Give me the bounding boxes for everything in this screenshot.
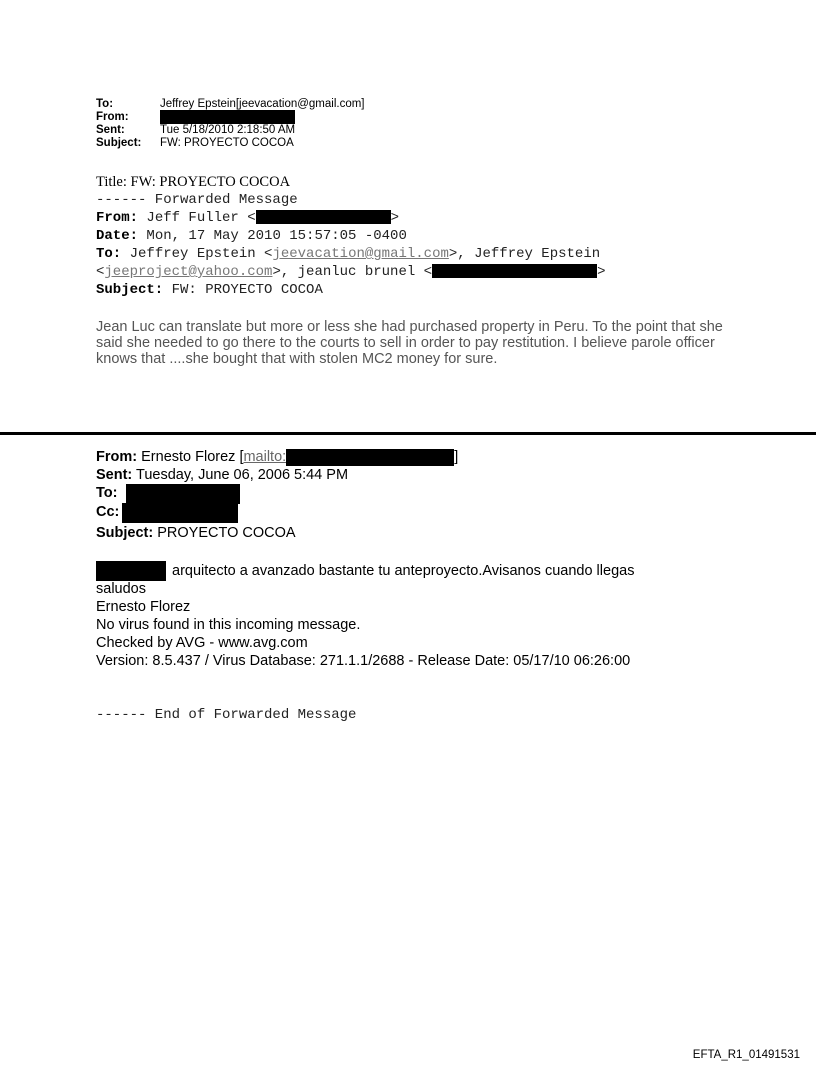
document-id: EFTA_R1_01491531 bbox=[692, 1049, 800, 1061]
original-to-line bbox=[96, 484, 117, 502]
forward-body: Jean Luc can translate but more or less she had purchased property in Peru. To the point that she said she needed to go there to the courts to sell in order to pay restitution. I believe parole officer knows that ....she bought that with stolen MC2 money for sure. bbox=[96, 319, 723, 367]
original-from-label: From: bbox=[96, 449, 138, 465]
forward-to-value-3: >, jeanluc brunel < bbox=[272, 264, 433, 280]
original-from-value: Ernesto Florez [ bbox=[141, 449, 244, 465]
original-cc-line bbox=[96, 503, 119, 521]
original-cc-label: Cc: bbox=[96, 504, 120, 520]
original-sent-value: Tuesday, June 06, 2006 5:44 PM bbox=[136, 467, 349, 483]
original-subject-label: Subject: bbox=[96, 525, 154, 541]
forward-date-label: Date: bbox=[96, 228, 139, 244]
original-sent-label: Sent: bbox=[96, 467, 133, 483]
forward-date-value: Mon, 17 May 2010 15:57:05 -0400 bbox=[146, 228, 407, 244]
header-sent-value: Tue 5/18/2010 2:18:50 AM bbox=[160, 124, 296, 136]
forward-subject-value: FW: PROYECTO COCOA bbox=[171, 282, 323, 298]
original-to-label: To: bbox=[96, 485, 118, 501]
header-sent-label: Sent: bbox=[96, 124, 125, 136]
original-from-close: ] bbox=[454, 449, 459, 465]
original-sent-line bbox=[96, 466, 348, 484]
forward-subject-label: Subject: bbox=[96, 282, 164, 298]
redaction-block bbox=[122, 503, 238, 523]
forward-to-value-1: Jeffrey Epstein < bbox=[129, 246, 273, 262]
redaction-block bbox=[126, 484, 240, 504]
redaction-block bbox=[96, 561, 166, 581]
original-from-line bbox=[96, 448, 458, 466]
forward-separator: ------ Forwarded Message bbox=[96, 192, 298, 208]
header-to-label: To: bbox=[96, 98, 114, 110]
header-from-label: From: bbox=[96, 111, 129, 123]
header-to-value: Jeffrey Epstein[jeevacation@gmail.com] bbox=[160, 98, 365, 110]
forward-from-label: From: bbox=[96, 210, 139, 226]
original-body-line-5: Checked by AVG - www.avg.com bbox=[96, 635, 308, 651]
redaction-block bbox=[160, 110, 295, 124]
original-body-line-6: Version: 8.5.437 / Virus Database: 271.1.1/2688 - Release Date: 05/17/10 06:26:00 bbox=[96, 653, 631, 669]
header-subject-label: Subject: bbox=[96, 137, 142, 149]
forward-to-close-3: > bbox=[597, 264, 606, 280]
end-separator: ------ End of Forwarded Message bbox=[96, 707, 357, 723]
original-body-line-2: saludos bbox=[96, 581, 146, 597]
original-subject-value: PROYECTO COCOA bbox=[157, 525, 296, 541]
redaction-block bbox=[286, 449, 454, 466]
original-subject-line bbox=[96, 524, 296, 542]
redaction-block bbox=[432, 264, 597, 278]
mailto-link[interactable]: mailto: bbox=[243, 449, 287, 465]
original-body-line-4: No virus found in this incoming message. bbox=[96, 617, 361, 633]
forward-title: Title: FW: PROYECTO COCOA bbox=[96, 174, 291, 190]
header-subject-value: FW: PROYECTO COCOA bbox=[160, 137, 294, 149]
forward-to-open-2: < bbox=[96, 264, 105, 280]
forward-from-value: Jeff Fuller < bbox=[146, 210, 256, 226]
section-divider bbox=[0, 432, 816, 435]
forward-from-line bbox=[96, 210, 399, 226]
forward-from-close: > bbox=[390, 210, 400, 226]
forward-subject-line bbox=[96, 282, 323, 298]
forward-to-line bbox=[96, 246, 600, 262]
email-link[interactable]: jeeproject@yahoo.com bbox=[104, 264, 273, 280]
email-link[interactable]: jeevacation@gmail.com bbox=[272, 246, 449, 262]
redaction-block bbox=[256, 210, 391, 224]
forward-to-label: To: bbox=[96, 246, 122, 262]
forward-to-line-cont bbox=[96, 264, 605, 280]
original-body-line-3: Ernesto Florez bbox=[96, 599, 191, 615]
forward-to-value-2: >, Jeffrey Epstein bbox=[448, 246, 601, 262]
original-body-line-1: arquitecto a avanzado bastante tu anteproyecto.Avisanos cuando llegas bbox=[172, 563, 635, 579]
forward-date-line bbox=[96, 228, 407, 244]
